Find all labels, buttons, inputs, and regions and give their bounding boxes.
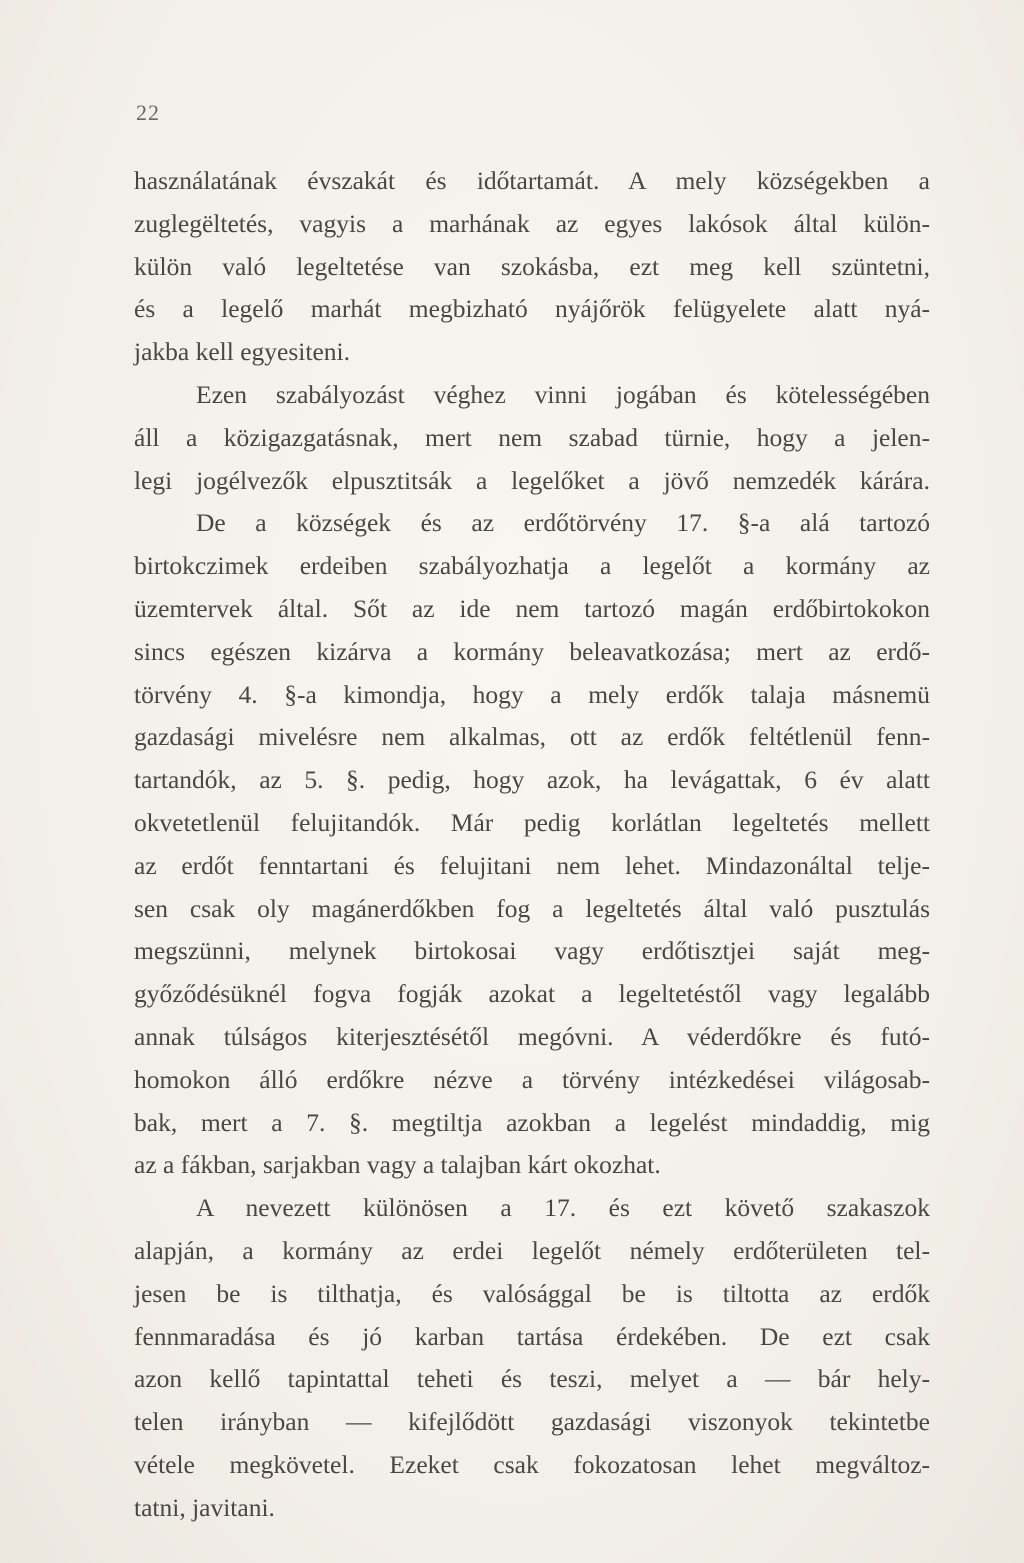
text-line: tatni, javitani. <box>134 1492 275 1522</box>
text-line: használatának évszakát és időtartamát. A mely községekben a <box>134 166 930 195</box>
text-line: és a legelő marhát megbizható nyájőrök felügyelete alatt nyá- <box>134 294 930 324</box>
text-line: azon kellő tapintattal teheti és teszi, melyet a — bár hely- <box>134 1364 930 1394</box>
text-line: megszünni, melynek birtokosai vagy erdőtisztjei saját meg- <box>134 936 930 966</box>
text-line: alapján, a kormány az erdei legelőt némely erdőterületen tel- <box>134 1235 930 1265</box>
text-line: sen csak oly magánerdőkben fog a legeltetés által való pusztulás <box>134 893 930 923</box>
text-line: törvény 4. §-a kimondja, hogy a mely erdők talaja másnemü <box>134 679 930 709</box>
text-line: áll a közigazgatásnak, mert nem szabad türnie, hogy a jelen- <box>134 422 930 452</box>
text-line: tartandók, az 5. §. pedig, hogy azok, ha levágattak, 6 év alatt <box>134 765 930 795</box>
text-line: gazdasági mivelésre nem alkalmas, ott az erdők feltétlenül fenn- <box>134 722 930 752</box>
text-line: jakba kell egyesiteni. <box>134 337 350 367</box>
text-line: külön való legeltetése van szokásba, ezt meg kell szüntetni, <box>134 251 930 281</box>
text-line: De a községek és az erdőtörvény 17. §-a alá tartozó <box>196 508 930 538</box>
text-line: jesen be is tilthatja, és valósággal be is tiltotta az erdők <box>134 1278 930 1308</box>
page-number: 22 <box>136 100 160 125</box>
text-line: A nevezett különösen a 17. és ezt követő szakaszok <box>196 1193 930 1223</box>
text-line: annak túlságos kiterjesztésétől megóvni. A véderdőkre és futó- <box>134 1021 930 1051</box>
text-line: vétele megkövetel. Ezeket csak fokozatosan lehet megváltoz- <box>134 1449 930 1479</box>
text-line: zuglegëltetés, vagyis a marhának az egyes lakósok által külön- <box>134 208 930 238</box>
text-line: bak, mert a 7. §. megtiltja azokban a legelést mindaddig, mig <box>134 1107 930 1137</box>
body-text <box>134 160 930 1530</box>
text-line: az erdőt fenntartani és felujitani nem lehet. Mindazonáltal telje- <box>134 850 930 880</box>
text-line: homokon álló erdőkre nézve a törvény intézkedései világosab- <box>134 1064 930 1094</box>
text-line: üzemtervek által. Sőt az ide nem tartozó magán erdőbirtokokon <box>134 593 930 623</box>
text-line: birtokczimek erdeiben szabályozhatja a legelőt a kormány az <box>134 551 930 581</box>
text-line: sincs egészen kizárva a kormány beleavatkozása; mert az erdő- <box>134 636 930 666</box>
text-line: legi jogélvezők elpusztitsák a legelőket a jövő nemzedék kárára. <box>134 465 930 495</box>
text-line: Ezen szabályozást véghez vinni jogában és kötelességében <box>196 379 930 409</box>
text-line: okvetetlenül felujitandók. Már pedig korlátlan legeltetés mellett <box>134 807 930 837</box>
text-line: az a fákban, sarjakban vagy a talajban kárt okozhat. <box>134 1150 661 1180</box>
text-line: fennmaradása és jó karban tartása érdekében. De ezt csak <box>134 1321 930 1351</box>
text-line: győződésüknél fogva fogják azokat a legeltetéstől vagy legalább <box>134 979 930 1009</box>
text-line: telen irányban — kifejlődött gazdasági viszonyok tekintetbe <box>134 1407 930 1437</box>
